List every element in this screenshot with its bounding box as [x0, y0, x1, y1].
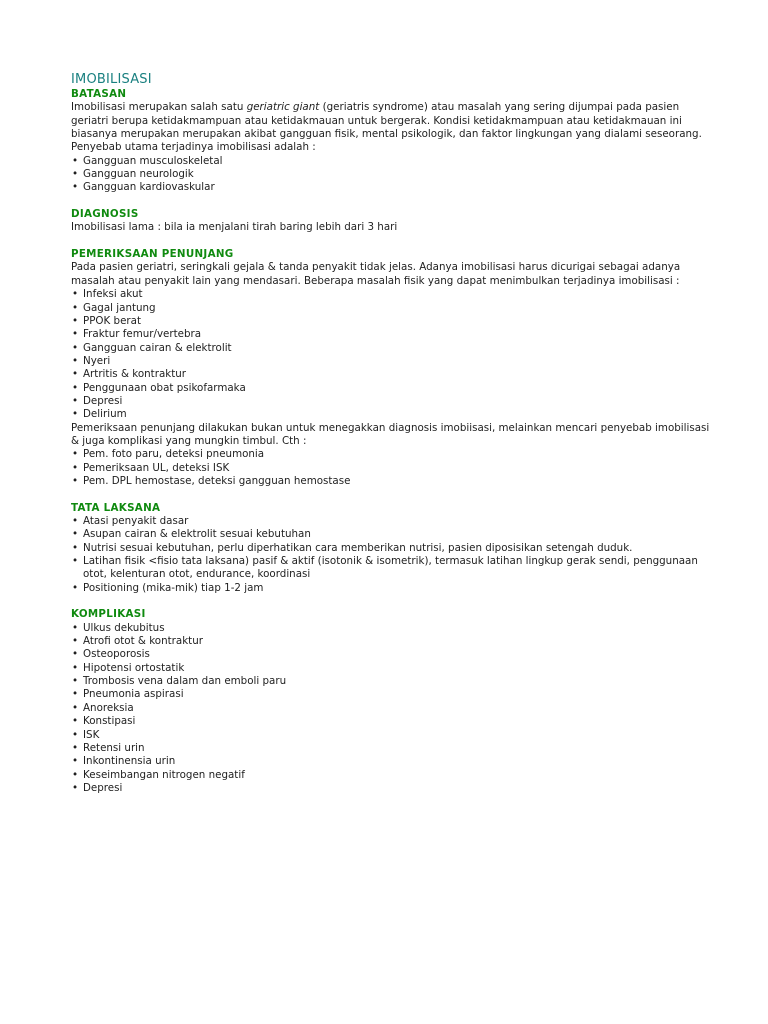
section-heading-pemeriksaan: PEMERIKSAAN PENUNJANG [71, 248, 234, 261]
cause-list-item: • Gangguan neurologik [71, 168, 711, 181]
problem-list-item: • Delirium [71, 408, 711, 421]
complication-list-item: • Anoreksia [71, 702, 711, 715]
exam-list-item: • Pem. foto paru, deteksi pneumonia [71, 448, 711, 461]
exam-list-item: • Pemeriksaan UL, deteksi ISK [71, 462, 711, 475]
pemeriksaan-problem-list [71, 288, 711, 421]
diagnosis-text: Imobilisasi lama : bila ia menjalani tirah baring lebih dari 3 hari [71, 221, 398, 234]
document-title: IMOBILISASI [71, 72, 152, 87]
batasan-cause-intro: Penyebab utama terjadinya imobilisasi adalah : [71, 141, 316, 154]
section-pemeriksaan-penunjang [71, 248, 711, 488]
document-page [71, 72, 711, 809]
problem-list-item: • Depresi [71, 395, 711, 408]
treatment-list-item: • Latihan fisik <fisio tata laksana) pasif & aktif (isotonik & isometrik), termasuk latihan lingkup gerak sendi, penggunaan otot, kelenturan otot, endurance, koordinasi [71, 555, 711, 582]
complication-list-item: • Osteoporosis [71, 648, 711, 661]
cause-list-item: • Gangguan musculoskeletal [71, 155, 711, 168]
complication-list-item: • Keseimbangan nitrogen negatif [71, 769, 711, 782]
complication-list-item: • Pneumonia aspirasi [71, 688, 711, 701]
pemeriksaan-intro: Pada pasien geriatri, seringkali gejala & tanda penyakit tidak jelas. Adanya imobilisasi harus dicurigai sebagai adanya masalah atau penyakit lain yang mendasari. Beberapa masalah fisik yang dapat menimbulkan terjadinya imobilisasi : [71, 261, 681, 287]
batasan-cause-list [71, 155, 711, 195]
section-batasan [71, 88, 711, 195]
complication-list-item: • Atrofi otot & kontraktur [71, 635, 711, 648]
pemeriksaan-exam-list [71, 448, 711, 488]
problem-list-item: • Artritis & kontraktur [71, 368, 711, 381]
tata-laksana-list [71, 515, 711, 595]
batasan-text-start: Imobilisasi merupakan salah satu [71, 101, 247, 114]
section-diagnosis [71, 208, 711, 235]
problem-list-item: • Penggunaan obat psikofarmaka [71, 382, 711, 395]
section-heading-tata-laksana: TATA LAKSANA [71, 501, 161, 514]
complication-list-item: • ISK [71, 729, 711, 742]
komplikasi-list [71, 622, 711, 795]
complication-list-item: • Hipotensi ortostatik [71, 662, 711, 675]
problem-list-item: • Nyeri [71, 355, 711, 368]
section-tata-laksana [71, 502, 711, 595]
complication-list-item: • Ulkus dekubitus [71, 622, 711, 635]
problem-list-item: • Infeksi akut [71, 288, 711, 301]
treatment-list-item: • Atasi penyakit dasar [71, 515, 711, 528]
section-komplikasi [71, 608, 711, 795]
batasan-paragraph [71, 101, 711, 141]
section-heading-komplikasi: KOMPLIKASI [71, 608, 146, 621]
treatment-list-item: • Asupan cairan & elektrolit sesuai kebutuhan [71, 528, 711, 541]
problem-list-item: • Gangguan cairan & elektrolit [71, 342, 711, 355]
complication-list-item: • Inkontinensia urin [71, 755, 711, 768]
cause-list-item: • Gangguan kardiovaskular [71, 181, 711, 194]
pemeriksaan-note: Pemeriksaan penunjang dilakukan bukan untuk menegakkan diagnosis imobiisasi, melainkan mencari penyebab imobilisasi & juga komplikasi yang mungkin timbul. Cth : [71, 421, 710, 447]
batasan-text-end: (geriatris syndrome) atau masalah yang sering dijumpai pada pasien geriatri berupa ketidakmampuan atau ketidakmauan untuk bergerak. Kondisi ketidakmampuan atau ketidakmauan ini biasanya merupakan merupakan akibat gangguan fisik, mental psikologik, dan faktor lingkungan yang dialami seseorang. [71, 101, 702, 141]
complication-list-item: • Trombosis vena dalam dan emboli paru [71, 675, 711, 688]
complication-list-item: • Retensi urin [71, 742, 711, 755]
problem-list-item: • PPOK berat [71, 315, 711, 328]
problem-list-item: • Gagal jantung [71, 302, 711, 315]
complication-list-item: • Depresi [71, 782, 711, 795]
section-heading-diagnosis: DIAGNOSIS [71, 208, 139, 221]
problem-list-item: • Fraktur femur/vertebra [71, 328, 711, 341]
batasan-term: geriatric giant [246, 101, 320, 114]
treatment-list-item: • Positioning (mika-mik) tiap 1-2 jam [71, 582, 711, 595]
exam-list-item: • Pem. DPL hemostase, deteksi gangguan hemostase [71, 475, 711, 488]
complication-list-item: • Konstipasi [71, 715, 711, 728]
section-heading-batasan: BATASAN [71, 88, 127, 100]
treatment-list-item: • Nutrisi sesuai kebutuhan, perlu diperhatikan cara memberikan nutrisi, pasien diposisikan setengah duduk. [71, 542, 711, 555]
